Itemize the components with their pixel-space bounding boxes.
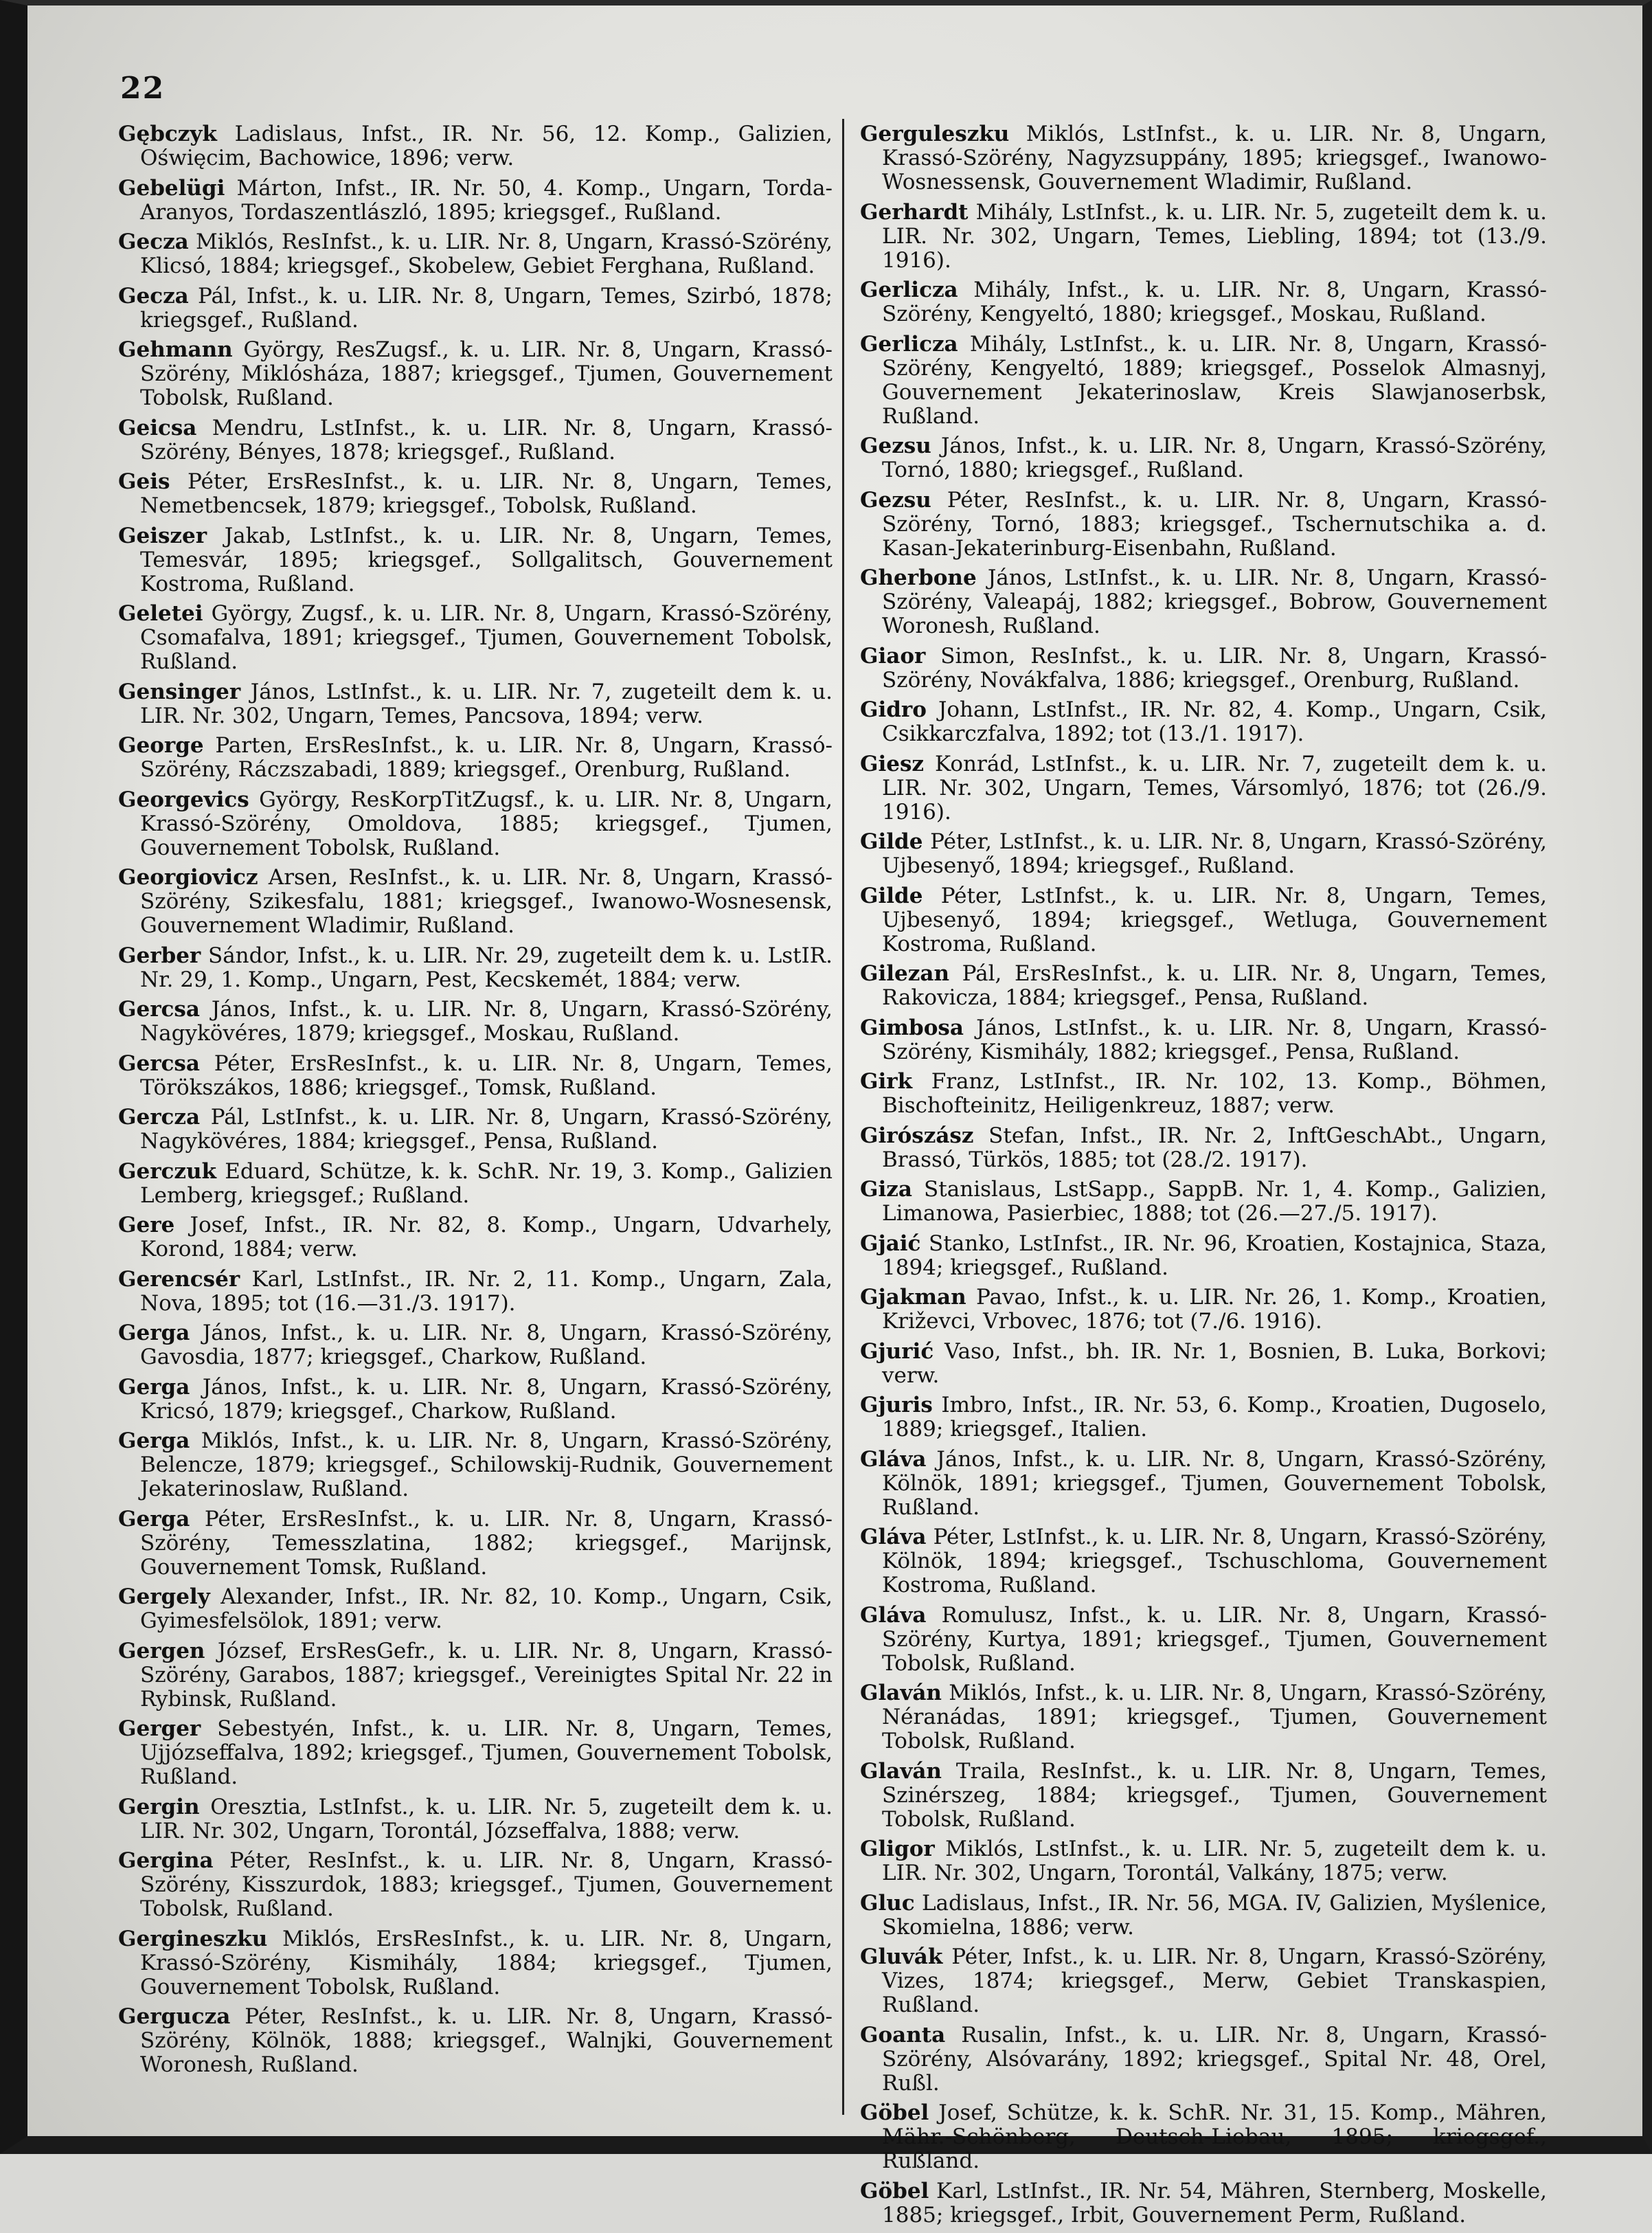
list-item bbox=[118, 230, 833, 278]
entry-details: Stefan, Infst., IR. Nr. 2, InftGeschAbt., Ungarn, Brassó, Türkös, 1885; tot (28./2. 1917). bbox=[882, 1123, 1547, 1172]
list-item bbox=[118, 1321, 833, 1369]
entry-details: Pál, ErsResInfst., k. u. LIR. Nr. 8, Ungarn, Temes, Rakovicza, 1884; kriegsgef., Pensa, Rußland. bbox=[882, 961, 1547, 1010]
entry-details: György, ResKorpTitZugsf., k. u. LIR. Nr. 8, Ungarn, Krassó-Szörény, Omoldova, 1885; kriegsgef., Tjumen, Gouvernement Tobolsk, Rußland. bbox=[140, 787, 833, 860]
entry-details: Sándor, Infst., k. u. LIR. Nr. 29, zugeteilt dem k. u. LstIR. Nr. 29, 1. Komp., Ungarn, Pest, Kecskemét, 1884; verw. bbox=[140, 943, 833, 992]
entry-surname: Geicsa bbox=[118, 415, 197, 440]
entry-surname: Gercsa bbox=[118, 997, 200, 1022]
entry-surname: Gerber bbox=[118, 943, 201, 968]
entry-surname: Gębczyk bbox=[118, 122, 217, 146]
entry-details: Franz, LstInfst., IR. Nr. 102, 13. Komp., Böhmen, Bischofteinitz, Heiligenkreuz, 1887; verw. bbox=[882, 1069, 1547, 1118]
entry-surname: Gherbone bbox=[860, 565, 977, 590]
list-item bbox=[118, 1585, 833, 1633]
list-item bbox=[860, 1892, 1547, 1940]
list-item bbox=[860, 434, 1547, 482]
entry-surname: Gluvák bbox=[860, 1944, 943, 1969]
entry-surname: Gercza bbox=[118, 1105, 201, 1130]
entry-surname: Girószász bbox=[860, 1123, 974, 1148]
entry-surname: Girk bbox=[860, 1069, 913, 1094]
list-item bbox=[118, 866, 833, 938]
list-item bbox=[118, 1717, 833, 1789]
list-item bbox=[860, 122, 1547, 194]
entry-surname: Gergina bbox=[118, 1848, 214, 1873]
right-column bbox=[860, 122, 1547, 2233]
entry-details: Traila, ResInfst., k. u. LIR. Nr. 8, Ungarn, Temes, Szinérszeg, 1884; kriegsgef., Tjumen, Gouvernement Tobolsk, Rußland. bbox=[882, 1758, 1547, 1832]
entry-details: Péter, ResInfst., k. u. LIR. Nr. 8, Ungarn, Krassó-Szörény, Tornó, 1883; kriegsgef., Tschernutschika a. d. Kasan-Jekaterinburg-Eisenbahn, Rußland. bbox=[882, 487, 1547, 561]
list-item bbox=[860, 1124, 1547, 1172]
entry-surname: Gjakman bbox=[860, 1285, 966, 1310]
entry-surname: Georgiovicz bbox=[118, 865, 258, 890]
entry-surname: Gecza bbox=[118, 283, 189, 308]
entry-surname: Geletei bbox=[118, 601, 203, 626]
entry-surname: Geiszer bbox=[118, 523, 207, 548]
entry-details: Parten, ErsResInfst., k. u. LIR. Nr. 8, Ungarn, Krassó-Szörény, Ráczszabadi, 1889; kriegsgef., Orenburg, Rußland. bbox=[140, 733, 833, 782]
list-item bbox=[118, 734, 833, 782]
entry-details: Péter, ErsResInfst., k. u. LIR. Nr. 8, Ungarn, Temes, Törökszákos, 1886; kriegsgef., Tomsk, Rußland. bbox=[140, 1051, 833, 1100]
list-item bbox=[860, 333, 1547, 429]
list-item bbox=[118, 470, 833, 518]
list-item bbox=[118, 1429, 833, 1501]
list-item bbox=[860, 1178, 1547, 1226]
entry-details: Josef, Infst., IR. Nr. 82, 8. Komp., Ungarn, Udvarhely, Korond, 1884; verw. bbox=[140, 1213, 833, 1261]
entry-surname: Gilde bbox=[860, 883, 923, 908]
entry-surname: Gerga bbox=[118, 1321, 190, 1345]
entry-surname: Gerlicza bbox=[860, 278, 958, 302]
entry-details: Eduard, Schütze, k. k. SchR. Nr. 19, 3. Komp., Galizien Lemberg, kriegsgef.; Rußland. bbox=[140, 1158, 833, 1208]
entry-surname: Gergely bbox=[118, 1584, 210, 1609]
list-item bbox=[860, 962, 1547, 1010]
list-item bbox=[860, 1681, 1547, 1753]
list-item bbox=[118, 680, 833, 728]
entry-surname: Gecza bbox=[118, 229, 189, 254]
entry-surname: Gláva bbox=[860, 1602, 927, 1628]
entry-details: Ladislaus, Infst., IR. Nr. 56, 12. Komp., Galizien, Oświęcim, Bachowice, 1896; verw. bbox=[140, 122, 833, 170]
list-item bbox=[860, 1393, 1547, 1441]
entry-details: Imbro, Infst., IR. Nr. 53, 6. Komp., Kroatien, Dugoselo, 1889; kriegsgef., Italien. bbox=[882, 1393, 1547, 1441]
entry-surname: Goanta bbox=[860, 2022, 946, 2047]
list-item bbox=[118, 1106, 833, 1154]
entry-details: Stanislaus, LstSapp., SappB. Nr. 1, 4. Komp., Galizien, Limanowa, Pasierbiec, 1888; tot (26.—27./5. 1917). bbox=[882, 1177, 1547, 1226]
entry-surname: Gjuris bbox=[860, 1393, 933, 1417]
entry-details: Miklós, Infst., k. u. LIR. Nr. 8, Ungarn, Krassó-Szörény, Néranádas, 1891; kriegsgef., Tjumen, Gouvernement Tobolsk, Rußland. bbox=[882, 1681, 1547, 1753]
entry-details: Péter, Infst., k. u. LIR. Nr. 8, Ungarn, Krassó-Szörény, Vizes, 1874; kriegsgef., Merw, Gebiet Transkaspien, Rußland. bbox=[882, 1944, 1547, 2017]
entry-surname: Gergen bbox=[118, 1638, 205, 1663]
entry-details: Pavao, Infst., k. u. LIR. Nr. 26, 1. Komp., Kroatien, Križevci, Vrbovec, 1876; tot (7./6. 1916). bbox=[882, 1285, 1547, 1334]
entry-details: János, LstInfst., k. u. LIR. Nr. 7, zugeteilt dem k. u. LIR. Nr. 302, Ungarn, Temes, Pancsova, 1894; verw. bbox=[140, 679, 833, 728]
entry-surname: Giesz bbox=[860, 751, 925, 776]
entry-surname: Gilezan bbox=[860, 961, 949, 986]
entry-details: Miklós, LstInfst., k. u. LIR. Nr. 8, Ungarn, Krassó-Szörény, Nagyzsuppány, 1895; kriegsgef., Iwanowo-Wosnessensk, Gouvernement Wladimir, Rußland. bbox=[882, 122, 1547, 194]
entry-details: Mihály, Infst., k. u. LIR. Nr. 8, Ungarn, Krassó-Szörény, Kengyeltó, 1880; kriegsgef., Moskau, Rußland. bbox=[882, 278, 1547, 326]
entry-surname: Gjaić bbox=[860, 1231, 921, 1256]
entry-details: Péter, LstInfst., k. u. LIR. Nr. 8, Ungarn, Krassó-Szörény, Kölnök, 1894; kriegsgef., Tschuschloma, Gouvernement Kostroma, Rußland. bbox=[882, 1525, 1547, 1597]
list-item bbox=[118, 944, 833, 992]
entry-details: Johann, LstInfst., IR. Nr. 82, 4. Komp., Ungarn, Csik, Csikkarczfalva, 1892; tot (13./1. 1917). bbox=[882, 697, 1547, 746]
list-item bbox=[118, 338, 833, 410]
entry-surname: Gensinger bbox=[118, 679, 241, 704]
entry-surname: Gergin bbox=[118, 1794, 200, 1819]
list-item bbox=[118, 1052, 833, 1100]
entry-details: Rusalin, Infst., k. u. LIR. Nr. 8, Ungarn, Krassó-Szörény, Alsóvarány, 1892; kriegsgef., Spital Nr. 48, Orel, Rußl. bbox=[882, 2022, 1547, 2096]
list-item bbox=[118, 1376, 833, 1424]
list-item bbox=[860, 566, 1547, 638]
entry-surname: Gilde bbox=[860, 829, 923, 854]
list-item bbox=[860, 1286, 1547, 1334]
list-item bbox=[860, 2179, 1547, 2228]
entry-details: Miklós, ErsResInfst., k. u. LIR. Nr. 8, Ungarn, Krassó-Szörény, Kismihály, 1884; kriegsgef., Tjumen, Gouvernement Tobolsk, Rußland. bbox=[140, 1926, 833, 1999]
entry-details: János, Infst., k. u. LIR. Nr. 8, Ungarn, Krassó-Szörény, Tornó, 1880; kriegsgef., Rußland. bbox=[882, 434, 1547, 482]
entry-surname: Gehmann bbox=[118, 337, 233, 362]
entry-surname: Gláva bbox=[860, 1525, 927, 1549]
entry-surname: Gligor bbox=[860, 1837, 935, 1861]
entry-surname: Gerhardt bbox=[860, 199, 969, 225]
list-item bbox=[860, 489, 1547, 561]
entry-details: Romulusz, Infst., k. u. LIR. Nr. 8, Ungarn, Krassó-Szörény, Kurtya, 1891; kriegsgef., Tjumen, Gouvernement Tobolsk, Rußland. bbox=[882, 1602, 1547, 1676]
list-item bbox=[860, 1016, 1547, 1064]
entry-details: János, LstInfst., k. u. LIR. Nr. 8, Ungarn, Krassó-Szörény, Valeapáj, 1882; kriegsgef., Bobrow, Gouvernement Woronesh, Rußland. bbox=[882, 565, 1547, 638]
entry-surname: Göbel bbox=[860, 2178, 929, 2203]
entry-surname: Gerczuk bbox=[118, 1158, 217, 1184]
entry-surname: Gjurić bbox=[860, 1338, 934, 1364]
list-item bbox=[860, 1070, 1547, 1118]
list-item bbox=[860, 1604, 1547, 1676]
list-item bbox=[118, 2005, 833, 2077]
list-item bbox=[118, 1268, 833, 1316]
entry-details: György, ResZugsf., k. u. LIR. Nr. 8, Ungarn, Krassó-Szörény, Miklósháza, 1887; kriegsgef., Tjumen, Gouvernement Tobolsk, Rußland. bbox=[140, 337, 833, 410]
list-item bbox=[860, 201, 1547, 273]
entry-details: Péter, LstInfst., k. u. LIR. Nr. 8, Ungarn, Temes, Ujbesenyő, 1894; kriegsgef., Wetluga, Gouvernement Kostroma, Rußland. bbox=[882, 883, 1547, 956]
entry-surname: Gerguleszku bbox=[860, 122, 1010, 146]
entry-details: Pál, Infst., k. u. LIR. Nr. 8, Ungarn, Temes, Szirbó, 1878; kriegsgef., Rußland. bbox=[140, 283, 833, 333]
entry-surname: Gláva bbox=[860, 1446, 927, 1472]
list-item bbox=[860, 1760, 1547, 1832]
entry-surname: Giaor bbox=[860, 643, 926, 669]
entry-details: Mihály, LstInfst., k. u. LIR. Nr. 5, zugeteilt dem k. u. LIR. Nr. 302, Ungarn, Temes, Liebling, 1894; tot (13./9. 1916). bbox=[882, 199, 1547, 273]
entry-surname: Gimbosa bbox=[860, 1015, 964, 1040]
entry-details: Stanko, LstInfst., IR. Nr. 96, Kroatien, Kostajnica, Staza, 1894; kriegsgef., Rußland. bbox=[882, 1231, 1547, 1280]
list-item bbox=[118, 1849, 833, 1921]
list-item bbox=[118, 1927, 833, 1999]
list-item bbox=[860, 1945, 1547, 2017]
entry-details: Márton, Infst., IR. Nr. 50, 4. Komp., Ungarn, Torda-Aranyos, Tordaszentlászló, 1895; kriegsgef., Rußland. bbox=[140, 175, 833, 225]
entry-surname: Gezsu bbox=[860, 487, 931, 513]
entry-details: Péter, ErsResInfst., k. u. LIR. Nr. 8, Ungarn, Temes, Nemetbencsek, 1879; kriegsgef., Tobolsk, Rußland. bbox=[140, 469, 833, 518]
entry-details: Jakab, LstInfst., k. u. LIR. Nr. 8, Ungarn, Temes, Temesvár, 1895; kriegsgef., Sollgalitsch, Gouvernement Kostroma, Rußland. bbox=[140, 523, 833, 596]
entry-surname: Gergucza bbox=[118, 2004, 231, 2029]
list-item bbox=[860, 752, 1547, 824]
entry-details: Sebestyén, Infst., k. u. LIR. Nr. 8, Ungarn, Temes, Ujjózseffalva, 1892; kriegsgef., Tjumen, Gouvernement Tobolsk, Rußland. bbox=[140, 1716, 833, 1789]
entry-surname: Göbel bbox=[860, 2100, 929, 2125]
list-item bbox=[118, 1507, 833, 1580]
entry-details: Péter, LstInfst., k. u. LIR. Nr. 8, Ungarn, Krassó-Szörény, Ujbesenyő, 1894; kriegsgef., Rußland. bbox=[882, 829, 1547, 878]
entry-surname: Georgevics bbox=[118, 787, 249, 812]
entry-details: Ladislaus, Infst., IR. Nr. 56, MGA. IV, Galizien, Myślenice, Skomielna, 1886; verw. bbox=[882, 1890, 1547, 1940]
entry-details: Oresztia, LstInfst., k. u. LIR. Nr. 5, zugeteilt dem k. u. LIR. Nr. 302, Ungarn, Torontál, Józseffalva, 1888; verw. bbox=[140, 1794, 833, 1843]
entry-details: Miklós, ResInfst., k. u. LIR. Nr. 8, Ungarn, Krassó-Szörény, Klicsó, 1884; kriegsgef., Skobelew, Gebiet Ferghana, Rußland. bbox=[140, 229, 833, 278]
list-item bbox=[860, 2101, 1547, 2173]
list-item bbox=[860, 644, 1547, 693]
entry-details: György, Zugsf., k. u. LIR. Nr. 8, Ungarn, Krassó-Szörény, Csomafalva, 1891; kriegsgef., Tjumen, Gouvernement Tobolsk, Rußland. bbox=[140, 601, 833, 674]
entry-details: Péter, ResInfst., k. u. LIR. Nr. 8, Ungarn, Krassó-Szörény, Kölnök, 1888; kriegsgef., Walnjki, Gouvernement Woronesh, Rußland. bbox=[140, 2004, 833, 2077]
entry-surname: Gezsu bbox=[860, 434, 931, 458]
list-item bbox=[860, 1448, 1547, 1520]
entry-details: Mihály, LstInfst., k. u. LIR. Nr. 8, Ungarn, Krassó-Szörény, Kengyeltó, 1889; kriegsgef., Posselok Almasnyj, Gouvernement Jekaterinoslaw, Kreis Slawjanoserbsk, Rußland. bbox=[882, 331, 1547, 429]
entry-details: Simon, ResInfst., k. u. LIR. Nr. 8, Ungarn, Krassó-Szörény, Novákfalva, 1886; kriegsgef., Orenburg, Rußland. bbox=[882, 643, 1547, 693]
entry-surname: Gluc bbox=[860, 1890, 915, 1916]
entry-surname: Gerlicza bbox=[860, 331, 958, 357]
entry-details: Arsen, ResInfst., k. u. LIR. Nr. 8, Ungarn, Krassó-Szörény, Szikesfalu, 1881; kriegsgef., Iwanowo-Wosnesensk, Gouvernement Wladimir, Rußland. bbox=[140, 865, 833, 938]
list-item bbox=[860, 1525, 1547, 1597]
list-item bbox=[118, 1639, 833, 1712]
left-column bbox=[118, 122, 833, 2083]
entry-surname: Gerga bbox=[118, 1506, 190, 1531]
entry-surname: Gerger bbox=[118, 1716, 201, 1741]
entry-details: János, Infst., k. u. LIR. Nr. 8, Ungarn, Krassó-Szörény, Kricsó, 1879; kriegsgef., Charkow, Rußland. bbox=[140, 1374, 833, 1424]
entry-surname: Gidro bbox=[860, 697, 927, 722]
entry-details: Pál, LstInfst., k. u. LIR. Nr. 8, Ungarn, Krassó-Szörény, Nagykövéres, 1884; kriegsgef., Pensa, Rußland. bbox=[140, 1105, 833, 1154]
entry-details: Alexander, Infst., IR. Nr. 82, 10. Komp., Ungarn, Csik, Gyimesfelsölok, 1891; verw. bbox=[140, 1584, 833, 1633]
entry-details: Vaso, Infst., bh. IR. Nr. 1, Bosnien, B. Luka, Borkovi; verw. bbox=[882, 1338, 1547, 1388]
entry-surname: Gerga bbox=[118, 1374, 190, 1400]
list-item bbox=[860, 1837, 1547, 1885]
list-item bbox=[118, 788, 833, 860]
column-divider bbox=[842, 119, 844, 2115]
entry-details: Miklós, LstInfst., k. u. LIR. Nr. 5, zugeteilt dem k. u. LIR. Nr. 302, Ungarn, Torontál, Valkány, 1875; verw. bbox=[882, 1837, 1547, 1885]
list-item bbox=[118, 524, 833, 596]
entry-details: János, LstInfst., k. u. LIR. Nr. 8, Ungarn, Krassó-Szörény, Kismihály, 1882; kriegsgef., Pensa, Rußland. bbox=[882, 1015, 1547, 1064]
entry-details: Mendru, LstInfst., k. u. LIR. Nr. 8, Ungarn, Krassó-Szörény, Bényes, 1878; kriegsgef., Rußland. bbox=[140, 415, 833, 464]
entry-details: Péter, ResInfst., k. u. LIR. Nr. 8, Ungarn, Krassó-Szörény, Kisszurdok, 1883; kriegsgef., Tjumen, Gouvernement Tobolsk, Rußland. bbox=[140, 1848, 833, 1921]
entry-surname: Gerencsér bbox=[118, 1266, 240, 1292]
entry-details: Josef, Schütze, k. k. SchR. Nr. 31, 15. Komp., Mähren, Mähr.-Schönberg, Deutsch-Liebau, 1895; kriegsgef., Rußland. bbox=[882, 2100, 1547, 2173]
entry-surname: George bbox=[118, 733, 204, 758]
entry-details: Konrád, LstInfst., k. u. LIR. Nr. 7, zugeteilt dem k. u. LIR. Nr. 302, Ungarn, Temes, Vársomlyó, 1876; tot (26./9. 1916). bbox=[882, 751, 1547, 824]
entry-surname: Glaván bbox=[860, 1758, 942, 1784]
entry-surname: Giza bbox=[860, 1177, 912, 1202]
list-item bbox=[118, 1213, 833, 1261]
list-item bbox=[860, 698, 1547, 746]
list-item bbox=[860, 884, 1547, 956]
entry-details: József, ErsResGefr., k. u. LIR. Nr. 8, Ungarn, Krassó-Szörény, Garabos, 1887; kriegsgef., Vereinigtes Spital Nr. 22 in Rybinsk, Rußland. bbox=[140, 1638, 833, 1712]
list-item bbox=[118, 284, 833, 333]
list-item bbox=[118, 1795, 833, 1843]
list-item bbox=[118, 416, 833, 464]
entry-surname: Gerga bbox=[118, 1428, 190, 1453]
list-item bbox=[118, 998, 833, 1046]
entry-surname: Gebelügi bbox=[118, 175, 225, 201]
list-item bbox=[118, 122, 833, 170]
entry-details: János, Infst., k. u. LIR. Nr. 8, Ungarn, Krassó-Szörény, Nagykövéres, 1879; kriegsgef., Moskau, Rußland. bbox=[140, 997, 833, 1046]
list-item bbox=[118, 602, 833, 674]
list-item bbox=[118, 177, 833, 225]
list-item bbox=[118, 1160, 833, 1208]
entry-surname: Glaván bbox=[860, 1681, 942, 1705]
list-item bbox=[860, 1232, 1547, 1280]
entry-surname: Gergineszku bbox=[118, 1926, 268, 1951]
entry-surname: Gercsa bbox=[118, 1051, 200, 1076]
entry-details: Péter, ErsResInfst., k. u. LIR. Nr. 8, Ungarn, Krassó-Szörény, Temesszlatina, 1882; kriegsgef., Marijnsk, Gouvernement Tomsk, Rußland. bbox=[140, 1506, 833, 1580]
entry-surname: Gere bbox=[118, 1213, 175, 1237]
list-item bbox=[860, 830, 1547, 878]
entry-details: Miklós, Infst., k. u. LIR. Nr. 8, Ungarn, Krassó-Szörény, Belencze, 1879; kriegsgef., Schilowskij-Rudnik, Gouvernement Jekaterinoslaw, Rußland. bbox=[140, 1428, 833, 1501]
list-item bbox=[860, 2023, 1547, 2096]
entry-surname: Geis bbox=[118, 469, 170, 494]
entry-details: János, Infst., k. u. LIR. Nr. 8, Ungarn, Krassó-Szörény, Gavosdia, 1877; kriegsgef., Charkow, Rußland. bbox=[140, 1321, 833, 1369]
entry-details: János, Infst., k. u. LIR. Nr. 8, Ungarn, Krassó-Szörény, Kölnök, 1891; kriegsgef., Tjumen, Gouvernement Tobolsk, Rußland. bbox=[882, 1446, 1547, 1520]
entry-details: Karl, LstInfst., IR. Nr. 2, 11. Komp., Ungarn, Zala, Nova, 1895; tot (16.—31./3. 1917). bbox=[140, 1266, 833, 1316]
entry-details: Karl, LstInfst., IR. Nr. 54, Mähren, Sternberg, Moskelle, 1885; kriegsgef., Irbit, Gouvernement Perm, Rußland. bbox=[882, 2178, 1547, 2228]
page-number: 22 bbox=[120, 71, 166, 106]
list-item bbox=[860, 278, 1547, 326]
list-item bbox=[860, 1340, 1547, 1388]
